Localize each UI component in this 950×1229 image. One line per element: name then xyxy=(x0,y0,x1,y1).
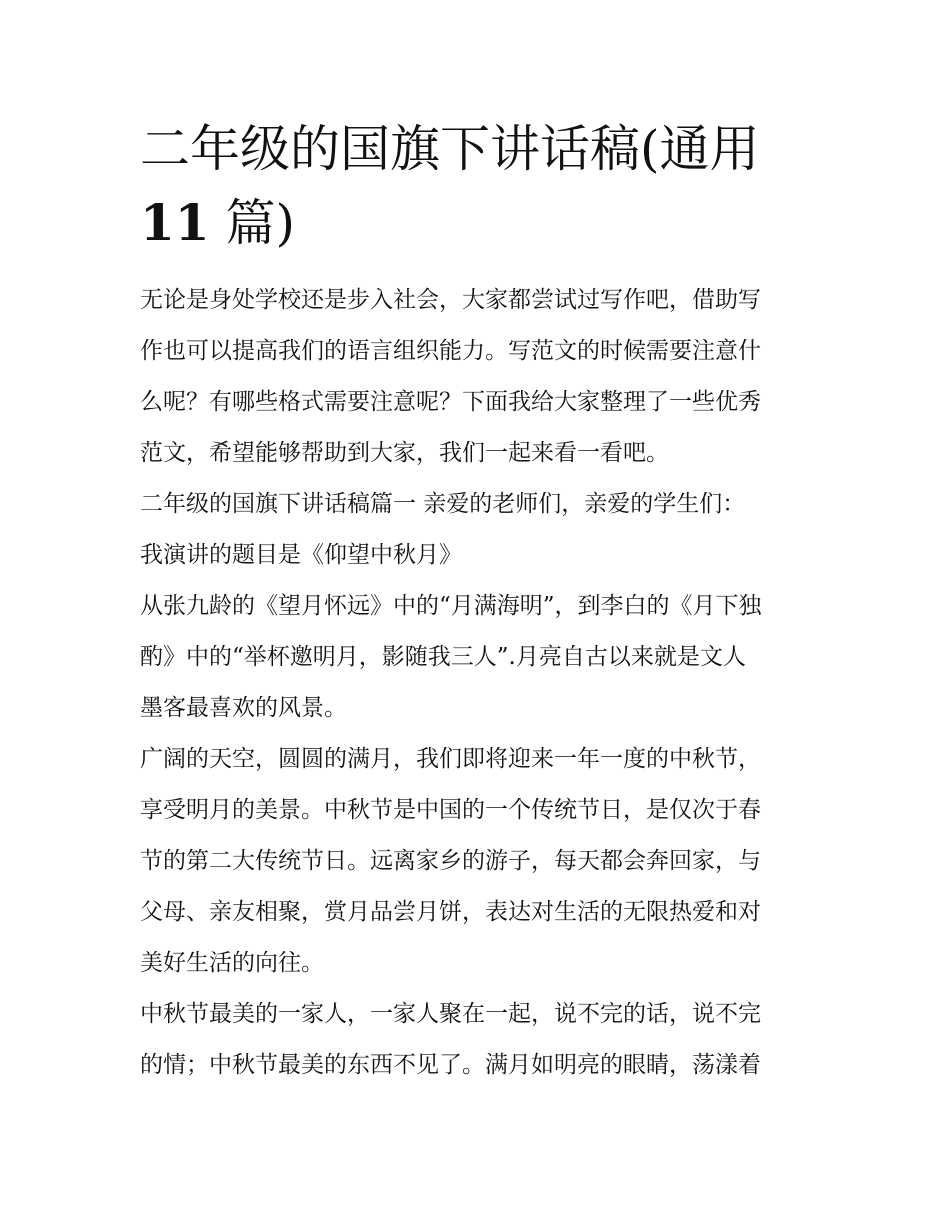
text-line: 二年级的国旗下讲话稿篇一 亲爱的老师们，亲爱的学生们： xyxy=(140,491,746,517)
text-line: 墨客最喜欢的风景。 xyxy=(140,695,347,721)
text-line: 节的第二大传统节日。远离家乡的游子，每天都会奔回家，与 xyxy=(140,848,761,874)
paragraph-greeting xyxy=(140,479,815,530)
text-line: 无论是身处学校还是步入社会，大家都尝试过写作吧，借助写 xyxy=(140,287,761,313)
title-number: 11 xyxy=(140,193,210,252)
title-main: 二年级的国旗下讲话稿(通用 xyxy=(140,120,760,178)
text-line: 从张九龄的《望月怀远》中的“月满海明”，到李白的《月下独 xyxy=(140,593,762,619)
document-title xyxy=(140,112,820,260)
paragraph-festival xyxy=(140,734,815,989)
text-line: 广阔的天空，圆圆的满月，我们即将迎来一年一度的中秋节， xyxy=(140,746,761,772)
text-line: 父母、亲友相聚，赏月品尝月饼，表达对生活的无限热爱和对 xyxy=(140,899,761,925)
text-line: 作也可以提高我们的语言组织能力。写范文的时候需要注意什 xyxy=(140,338,761,364)
text-line: 我演讲的题目是《仰望中秋月》 xyxy=(140,542,462,568)
text-line: 的情；中秋节最美的东西不见了。满月如明亮的眼睛，荡漾着 xyxy=(140,1052,761,1078)
paragraph-intro xyxy=(140,275,815,479)
text-line: 美好生活的向往。 xyxy=(140,950,324,976)
text-line: 酌》中的“举杯邀明月，影随我三人”.月亮自古以来就是文人 xyxy=(140,644,746,670)
paragraph-family xyxy=(140,989,815,1091)
text-line: 中秋节最美的一家人，一家人聚在一起，说不完的话，说不完 xyxy=(140,1001,761,1027)
text-line: 范文，希望能够帮助到大家，我们一起来看一看吧。 xyxy=(140,440,669,466)
paragraph-speech-topic xyxy=(140,530,815,581)
document-body xyxy=(140,275,815,1091)
text-line: 享受明月的美景。中秋节是中国的一个传统节日，是仅次于春 xyxy=(140,797,761,823)
paragraph-poetry xyxy=(140,581,815,734)
text-line: 么呢？有哪些格式需要注意呢？下面我给大家整理了一些优秀 xyxy=(140,389,761,415)
title-tail: 篇) xyxy=(225,194,296,252)
